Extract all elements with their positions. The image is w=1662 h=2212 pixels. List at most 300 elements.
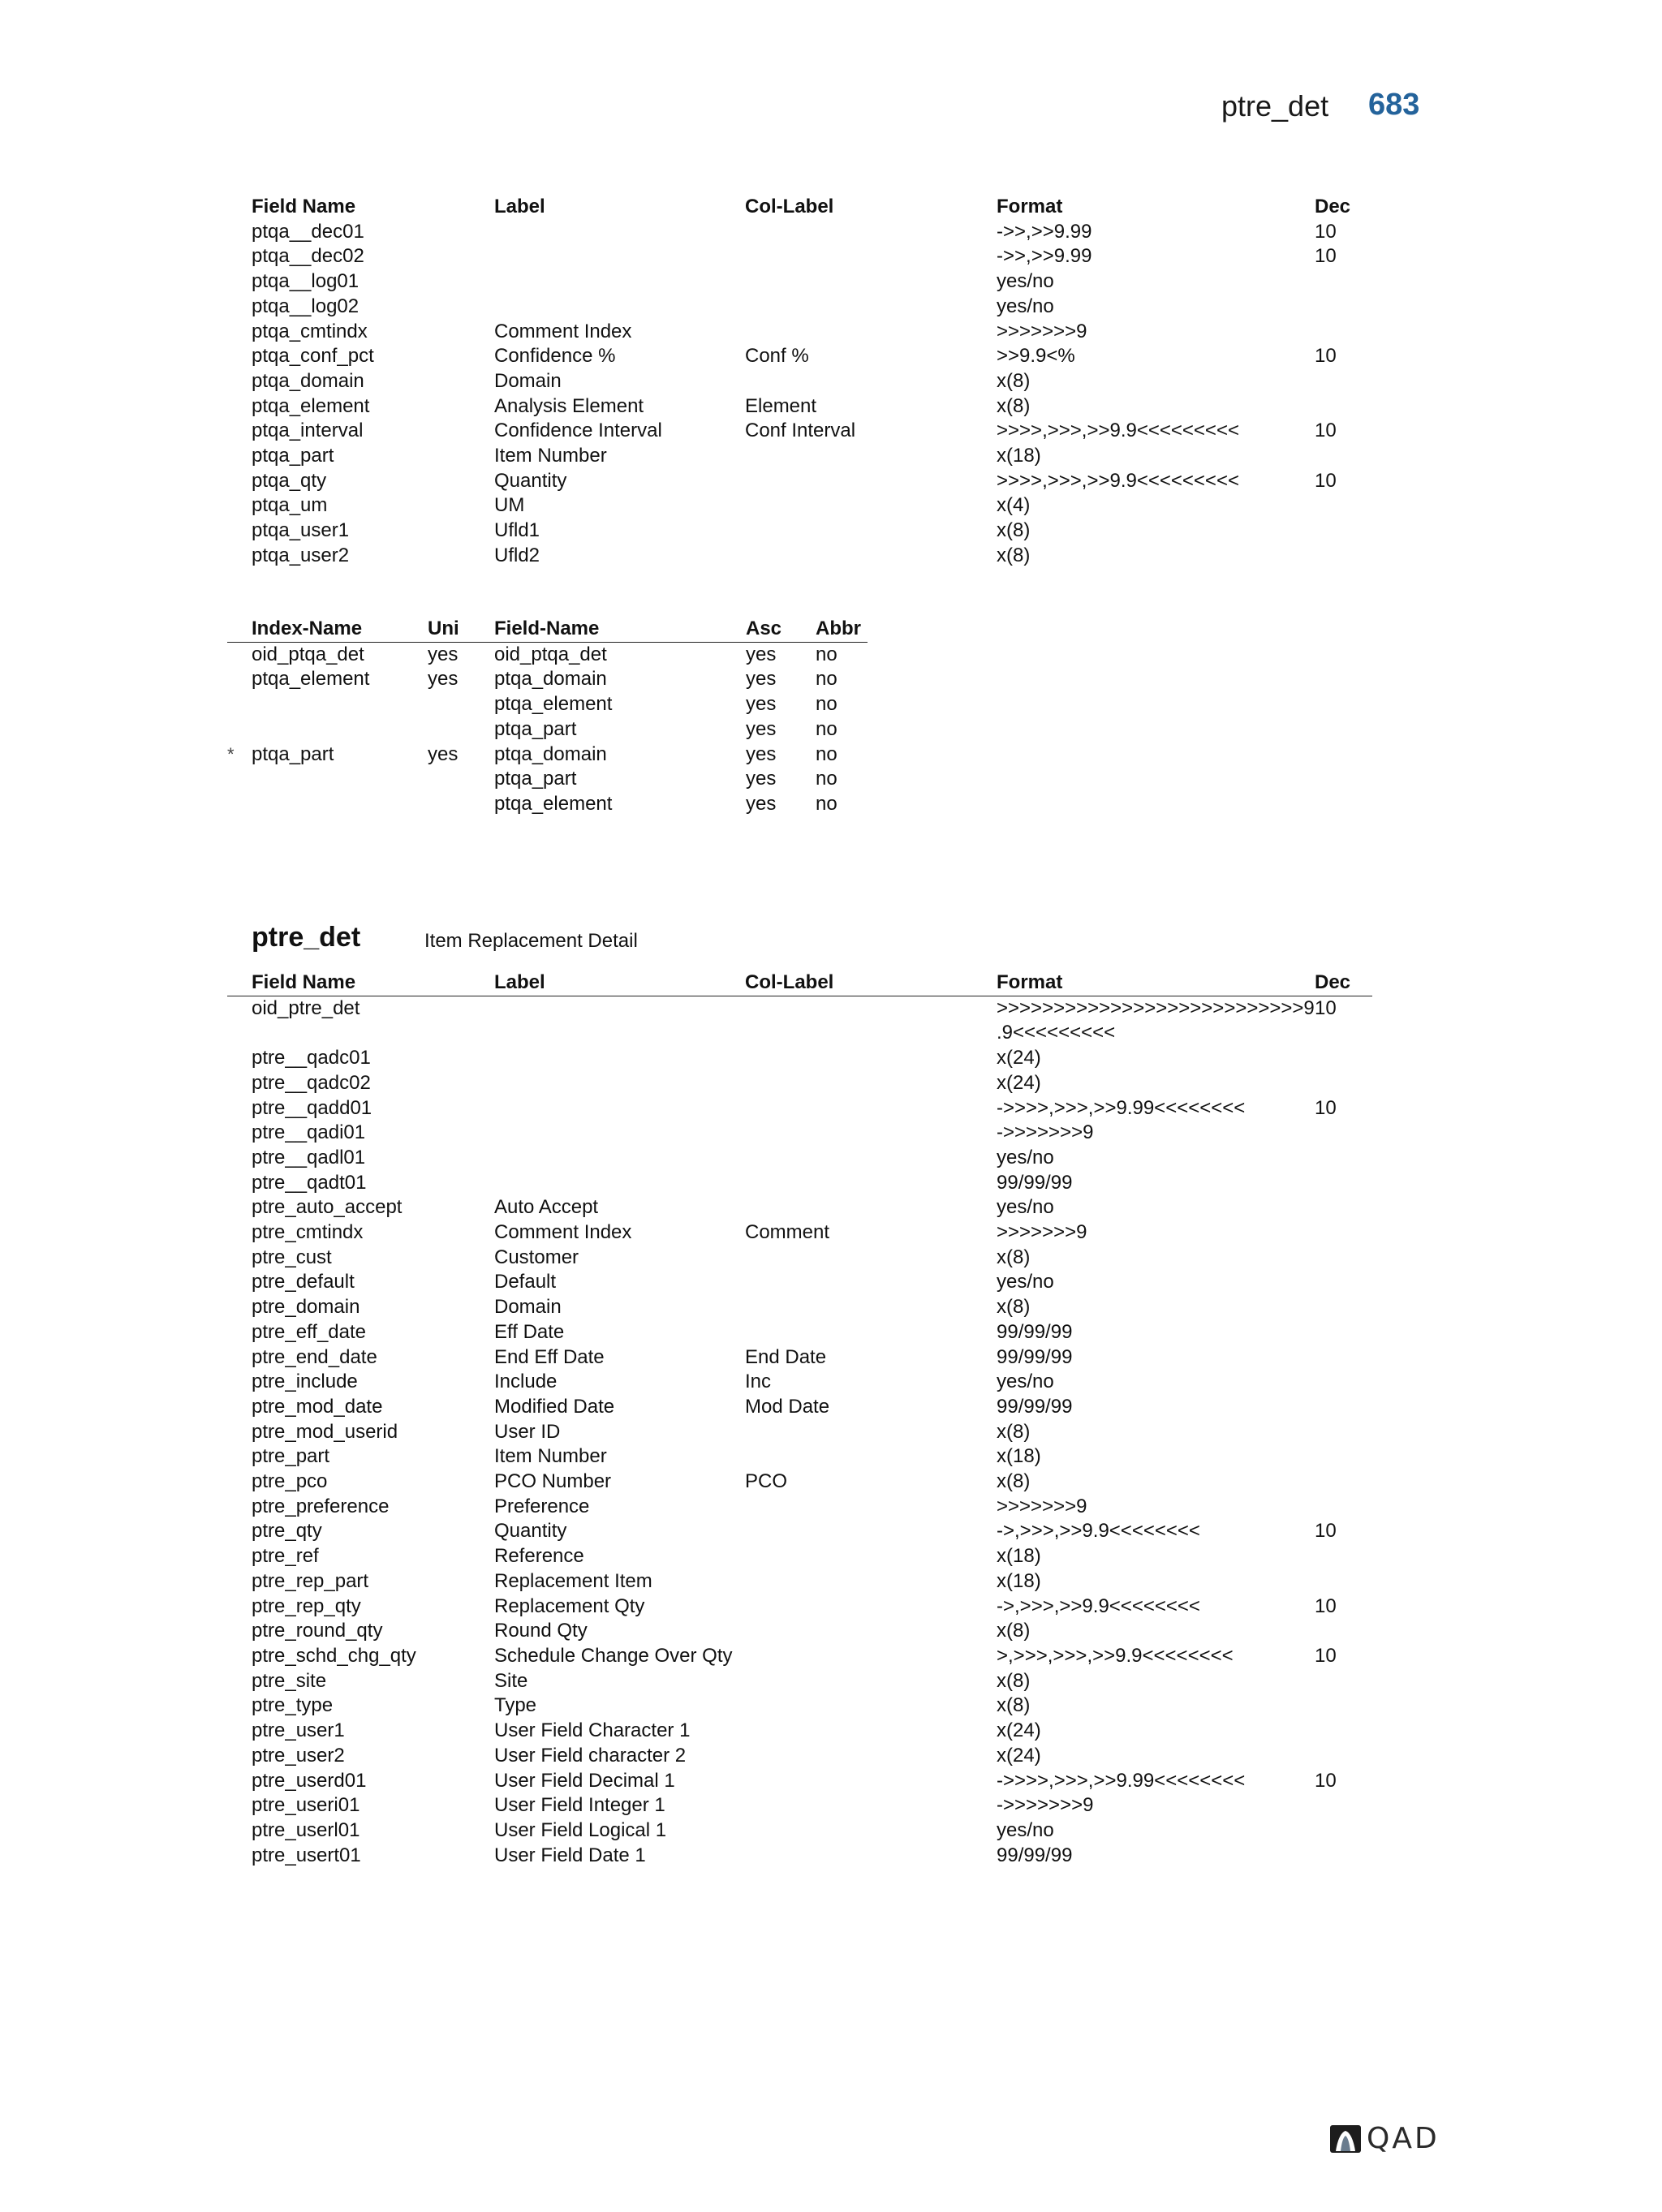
column-header: Uni	[428, 617, 494, 642]
table-cell	[745, 1270, 997, 1295]
table-cell	[227, 792, 428, 817]
table-cell: yes	[746, 693, 777, 716]
table-cell: User ID	[494, 1420, 561, 1443]
table-cell: ptre_mod_userid	[252, 1420, 398, 1443]
ptqa-field-header-row	[227, 195, 1372, 220]
qad-logo-icon	[1329, 2124, 1362, 2154]
table-cell: 99/99/99	[997, 1844, 1073, 1866]
table-cell: ptqa_part	[494, 768, 577, 790]
table-cell: ptre_domain	[252, 1296, 360, 1319]
table-row	[227, 1444, 1372, 1470]
table-cell	[1315, 1844, 1372, 1869]
table-cell	[1315, 1246, 1372, 1271]
section-description: Item Replacement Detail	[424, 930, 638, 952]
table-row	[227, 1295, 1372, 1320]
table-cell	[745, 1295, 997, 1320]
table-cell: >>>>>>>9	[997, 320, 1087, 342]
table-cell	[494, 1121, 745, 1146]
table-cell: Confidence %	[494, 345, 616, 368]
table-row	[227, 394, 1372, 420]
index-row	[227, 767, 868, 792]
table-cell: ptre__qadi01	[252, 1121, 366, 1144]
table-row	[227, 1121, 1372, 1146]
table-cell: Comment Index	[494, 320, 632, 342]
table-cell: ptre_ref	[252, 1545, 319, 1568]
table-cell: yes/no	[997, 1371, 1054, 1393]
table-cell	[1315, 1444, 1372, 1470]
table-cell	[1315, 1195, 1372, 1220]
table-cell: Analysis Element	[494, 394, 644, 417]
table-row	[227, 544, 1372, 569]
table-cell: Schedule Change Over Qty	[494, 1644, 733, 1667]
table-cell: ptre_type	[252, 1694, 334, 1717]
table-cell: ptre_mod_date	[252, 1395, 383, 1418]
table-cell: ptre__qadl01	[252, 1146, 366, 1168]
table-cell: Customer	[494, 1246, 579, 1268]
table-cell: Quantity	[494, 469, 567, 492]
qad-logo	[1329, 2122, 1440, 2155]
table-cell: User Field Integer 1	[494, 1794, 665, 1817]
table-cell: 99/99/99	[997, 1395, 1073, 1418]
index-row	[227, 792, 868, 817]
table-cell: x(24)	[997, 1071, 1041, 1094]
table-cell	[745, 1644, 997, 1669]
table-cell	[745, 469, 997, 494]
table-cell: Element	[745, 394, 817, 417]
table-row	[227, 1693, 1372, 1719]
table-cell: ptqa_part	[252, 445, 334, 467]
table-cell: >>>>>>>>>>>>>>>>>>>>>>>>>>>9 .9<<<<<<<<<	[997, 996, 1315, 1044]
table-cell: ->>>>,>>>,>>9.99<<<<<<<<	[997, 1769, 1246, 1792]
table-cell: x(8)	[997, 1470, 1031, 1493]
table-cell: User Field character 2	[494, 1744, 687, 1767]
table-cell: Replacement Qty	[494, 1594, 645, 1617]
table-cell: x(18)	[997, 1569, 1041, 1592]
table-cell: x(18)	[997, 1545, 1041, 1568]
table-cell: no	[816, 668, 837, 691]
table-cell	[428, 792, 494, 817]
table-cell: ptqa__dec01	[252, 220, 364, 243]
table-cell: x(8)	[997, 1694, 1031, 1717]
table-cell: 10	[1315, 345, 1337, 368]
table-cell: ptre_rep_qty	[252, 1594, 361, 1617]
table-cell	[1315, 1171, 1372, 1196]
column-header: Field-Name	[494, 617, 746, 642]
table-cell: ->,>>>,>>9.9<<<<<<<<	[997, 1594, 1200, 1617]
table-cell: oid_ptre_det	[252, 996, 360, 1019]
index-name: ptqa_part	[252, 742, 334, 765]
index-row	[227, 717, 868, 742]
table-row	[227, 1844, 1372, 1869]
table-cell	[745, 444, 997, 469]
table-cell: yes	[746, 768, 777, 790]
table-row	[227, 1793, 1372, 1818]
index-row	[227, 742, 868, 768]
table-cell: no	[816, 693, 837, 716]
table-cell: no	[816, 768, 837, 790]
table-cell: ptqa_part	[494, 717, 577, 740]
table-cell	[227, 642, 428, 667]
table-cell	[745, 1121, 997, 1146]
table-cell: >>>>,>>>,>>9.9<<<<<<<<<	[997, 469, 1239, 492]
table-cell	[1315, 1619, 1372, 1644]
table-cell	[1315, 1818, 1372, 1844]
table-cell: yes/no	[997, 1146, 1054, 1168]
table-cell: Ufld1	[494, 519, 540, 542]
table-cell	[745, 1594, 997, 1620]
table-cell: ptqa_interval	[252, 420, 364, 442]
table-cell: Type	[494, 1694, 537, 1717]
table-cell: x(8)	[997, 1669, 1031, 1692]
table-cell: PCO	[745, 1470, 788, 1493]
table-cell: ptre_site	[252, 1669, 327, 1692]
table-cell	[1315, 1345, 1372, 1371]
table-cell: ptqa_domain	[494, 668, 607, 691]
table-cell: ->>>>>>>9	[997, 1794, 1094, 1817]
table-cell: ->>,>>9.99	[997, 220, 1092, 243]
table-cell: ptre_qty	[252, 1520, 322, 1543]
table-cell	[745, 1046, 997, 1071]
table-cell	[745, 1569, 997, 1594]
table-cell	[1315, 1370, 1372, 1395]
table-cell: x(8)	[997, 519, 1031, 542]
table-cell: no	[816, 742, 837, 765]
table-row	[227, 269, 1372, 295]
table-cell: no	[816, 717, 837, 740]
table-cell: ptre__qadc02	[252, 1071, 371, 1094]
table-cell: ptqa_um	[252, 494, 328, 517]
table-cell	[745, 1320, 997, 1345]
table-cell: x(8)	[997, 1620, 1031, 1642]
table-cell	[745, 369, 997, 394]
table-row	[227, 1420, 1372, 1445]
table-cell: 10	[1315, 996, 1337, 1019]
table-cell	[1315, 444, 1372, 469]
index-row	[227, 642, 868, 667]
table-cell	[745, 1246, 997, 1271]
table-cell	[1315, 1046, 1372, 1071]
table-cell: ptre_include	[252, 1371, 358, 1393]
table-cell: ptqa_user1	[252, 519, 350, 542]
table-cell	[1315, 544, 1372, 569]
index-row	[227, 667, 868, 692]
table-row	[227, 1818, 1372, 1844]
table-cell	[745, 1619, 997, 1644]
table-cell: Item Number	[494, 1445, 607, 1468]
column-header: Format	[997, 970, 1315, 996]
table-cell: ptqa_domain	[252, 369, 364, 392]
table-cell: ptqa_user2	[252, 544, 350, 566]
table-cell: >>>>>>>9	[997, 1495, 1087, 1517]
table-cell	[745, 220, 997, 245]
table-cell	[745, 1769, 997, 1794]
table-cell: Confidence Interval	[494, 420, 662, 442]
primary-index-marker: *	[227, 743, 235, 764]
table-cell: x(24)	[997, 1047, 1041, 1069]
table-cell: Comment Index	[494, 1221, 632, 1244]
table-cell: Conf %	[745, 345, 809, 368]
table-cell: User Field Logical 1	[494, 1818, 667, 1841]
table-cell	[1315, 1569, 1372, 1594]
table-cell: Domain	[494, 1296, 562, 1319]
table-cell	[1315, 369, 1372, 394]
table-cell: 10	[1315, 420, 1337, 442]
table-cell	[1315, 1470, 1372, 1495]
table-cell: ptre_end_date	[252, 1345, 377, 1368]
table-row	[227, 1220, 1372, 1246]
table-cell	[745, 1669, 997, 1694]
table-cell: >,>>>,>>>,>>9.9<<<<<<<<	[997, 1644, 1234, 1667]
page-number: 683	[1368, 88, 1420, 122]
table-cell	[1315, 1220, 1372, 1246]
table-cell: yes	[746, 668, 777, 691]
table-cell: yes/no	[997, 1196, 1054, 1219]
table-cell: ptre__qadd01	[252, 1096, 372, 1119]
index-name: oid_ptqa_det	[252, 643, 364, 665]
index-row	[227, 692, 868, 717]
table-cell: Ufld2	[494, 544, 540, 566]
table-cell	[1315, 1495, 1372, 1520]
table-cell	[745, 1519, 997, 1544]
table-row	[227, 1096, 1372, 1121]
table-cell	[494, 244, 745, 269]
ptqa-index-table	[227, 617, 868, 817]
table-row	[227, 1246, 1372, 1271]
table-cell: 99/99/99	[997, 1320, 1073, 1343]
table-cell: ptqa__dec02	[252, 245, 364, 268]
table-cell	[494, 295, 745, 320]
table-cell	[1315, 1719, 1372, 1744]
table-cell	[745, 996, 997, 1046]
table-cell: Round Qty	[494, 1620, 588, 1642]
table-cell	[1315, 1320, 1372, 1345]
table-cell: ptqa_element	[494, 693, 613, 716]
table-row	[227, 295, 1372, 320]
column-header: Field Name	[252, 196, 356, 217]
table-cell: Replacement Item	[494, 1569, 652, 1592]
table-cell: ptre_user2	[252, 1744, 345, 1767]
table-row	[227, 469, 1372, 494]
table-cell	[745, 1744, 997, 1769]
table-cell	[428, 717, 494, 742]
table-cell	[1315, 295, 1372, 320]
table-cell: Conf Interval	[745, 420, 856, 442]
table-cell: ->,>>>,>>9.9<<<<<<<<	[997, 1520, 1200, 1543]
table-cell: ptre_useri01	[252, 1794, 360, 1817]
table-cell	[494, 1071, 745, 1096]
table-row	[227, 1544, 1372, 1569]
table-cell: ptqa__log02	[252, 295, 360, 317]
table-cell: ptre_user1	[252, 1719, 345, 1742]
table-cell	[745, 244, 997, 269]
table-cell: yes	[746, 742, 777, 765]
table-row	[227, 1669, 1372, 1694]
table-row	[227, 220, 1372, 245]
table-cell: PCO Number	[494, 1470, 612, 1493]
table-cell: ptqa_conf_pct	[252, 345, 374, 368]
table-cell	[745, 1495, 997, 1520]
table-cell: Inc	[745, 1371, 772, 1393]
ptre-field-header-row	[227, 970, 1372, 996]
table-cell: ptre_auto_accept	[252, 1196, 403, 1219]
table-cell: 99/99/99	[997, 1171, 1073, 1194]
table-row	[227, 1270, 1372, 1295]
table-cell	[1315, 1121, 1372, 1146]
table-cell: ptre_default	[252, 1271, 355, 1293]
table-cell	[745, 1444, 997, 1470]
table-row	[227, 344, 1372, 369]
table-cell	[1315, 1071, 1372, 1096]
table-cell: 99/99/99	[997, 1345, 1073, 1368]
table-row	[227, 1195, 1372, 1220]
table-cell	[1315, 1295, 1372, 1320]
table-cell: ->>>>,>>>,>>9.99<<<<<<<<	[997, 1096, 1246, 1119]
table-cell	[745, 1171, 997, 1196]
table-cell: ptre__qadt01	[252, 1171, 367, 1194]
table-cell	[1315, 1793, 1372, 1818]
ptqa-field-table	[227, 195, 1372, 569]
table-cell: yes	[428, 742, 459, 765]
column-header: Col-Label	[745, 196, 834, 217]
table-cell	[745, 295, 997, 320]
table-row	[227, 1146, 1372, 1171]
table-cell: ptqa_domain	[494, 742, 607, 765]
table-cell: 10	[1315, 245, 1337, 268]
table-cell	[1315, 519, 1372, 544]
table-cell: yes	[746, 643, 777, 665]
table-cell: >>9.9<%	[997, 345, 1075, 368]
table-row	[227, 1345, 1372, 1371]
column-header: Field Name	[227, 970, 494, 996]
table-cell: yes/no	[997, 1271, 1054, 1293]
table-cell: ptqa__log01	[252, 270, 360, 293]
table-row	[227, 519, 1372, 544]
table-cell: ptre_cust	[252, 1246, 332, 1268]
table-cell: Preference	[494, 1495, 590, 1517]
table-cell: ptqa_qty	[252, 469, 327, 492]
table-cell	[745, 1844, 997, 1869]
table-cell: x(18)	[997, 1445, 1041, 1468]
table-cell	[494, 1146, 745, 1171]
table-cell: Default	[494, 1271, 557, 1293]
table-cell: x(8)	[997, 1420, 1031, 1443]
logo-text: QAD	[1367, 2122, 1440, 2155]
table-row	[227, 1046, 1372, 1071]
table-cell: yes	[746, 792, 777, 815]
table-cell: ptre_usert01	[252, 1844, 361, 1866]
table-cell: 10	[1315, 1520, 1337, 1543]
table-cell: x(8)	[997, 1246, 1031, 1268]
table-cell	[745, 493, 997, 519]
table-cell: Auto Accept	[494, 1196, 599, 1219]
table-cell	[494, 220, 745, 245]
column-header: Dec	[1315, 970, 1372, 996]
table-cell: End Date	[745, 1345, 827, 1368]
table-row	[227, 1619, 1372, 1644]
table-cell: x(24)	[997, 1744, 1041, 1767]
table-row	[227, 419, 1372, 444]
table-cell: ->>>>>>>9	[997, 1121, 1094, 1144]
table-row	[227, 1071, 1372, 1096]
table-cell: Include	[494, 1371, 558, 1393]
table-cell	[745, 269, 997, 295]
table-cell: yes	[428, 643, 459, 665]
table-cell: x(8)	[997, 369, 1031, 392]
table-cell	[745, 519, 997, 544]
table-cell: yes/no	[997, 270, 1054, 293]
table-cell: ptre_round_qty	[252, 1620, 383, 1642]
table-cell: yes	[746, 717, 777, 740]
table-cell: oid_ptqa_det	[494, 643, 607, 665]
table-row	[227, 1769, 1372, 1794]
table-cell: ->>,>>9.99	[997, 245, 1092, 268]
table-cell	[494, 996, 745, 1046]
table-cell: User Field Decimal 1	[494, 1769, 675, 1792]
table-cell: no	[816, 792, 837, 815]
table-cell: ptre_userd01	[252, 1769, 367, 1792]
table-row	[227, 1719, 1372, 1744]
table-cell	[494, 269, 745, 295]
table-row	[227, 1495, 1372, 1520]
table-row	[227, 1594, 1372, 1620]
column-header: Label	[494, 196, 545, 217]
table-cell: Eff Date	[494, 1320, 565, 1343]
table-row	[227, 369, 1372, 394]
table-cell: End Eff Date	[494, 1345, 605, 1368]
table-row	[227, 996, 1372, 1046]
table-row	[227, 1470, 1372, 1495]
table-cell: ptre_userl01	[252, 1818, 360, 1841]
table-cell	[494, 1096, 745, 1121]
table-cell	[1315, 1744, 1372, 1769]
ptre-field-table	[227, 970, 1372, 1868]
table-cell: Site	[494, 1669, 528, 1692]
table-row	[227, 1395, 1372, 1420]
table-cell: 10	[1315, 1594, 1337, 1617]
table-cell	[428, 692, 494, 717]
table-cell	[1315, 1669, 1372, 1694]
table-cell	[745, 1693, 997, 1719]
table-cell: ptqa_element	[494, 792, 613, 815]
column-header: Index-Name	[227, 617, 428, 642]
table-cell: yes/no	[997, 295, 1054, 317]
table-row	[227, 493, 1372, 519]
table-cell: Domain	[494, 369, 562, 392]
table-cell	[1315, 1270, 1372, 1295]
table-cell	[745, 320, 997, 345]
table-cell: ptqa_element	[252, 394, 370, 417]
table-row	[227, 1744, 1372, 1769]
table-cell	[1315, 493, 1372, 519]
table-cell	[745, 1719, 997, 1744]
table-row	[227, 1320, 1372, 1345]
column-header: Dec	[1315, 196, 1351, 217]
table-cell	[428, 767, 494, 792]
table-row	[227, 1569, 1372, 1594]
table-cell: User Field Date 1	[494, 1844, 646, 1866]
table-cell: ptre_schd_chg_qty	[252, 1644, 416, 1667]
table-cell	[227, 692, 428, 717]
table-cell	[227, 742, 428, 768]
table-cell	[227, 767, 428, 792]
table-cell	[745, 1544, 997, 1569]
table-cell	[745, 1071, 997, 1096]
table-cell	[745, 1793, 997, 1818]
table-cell: Comment	[745, 1221, 830, 1244]
table-cell: x(8)	[997, 1296, 1031, 1319]
table-row	[227, 1519, 1372, 1544]
table-cell	[745, 544, 997, 569]
